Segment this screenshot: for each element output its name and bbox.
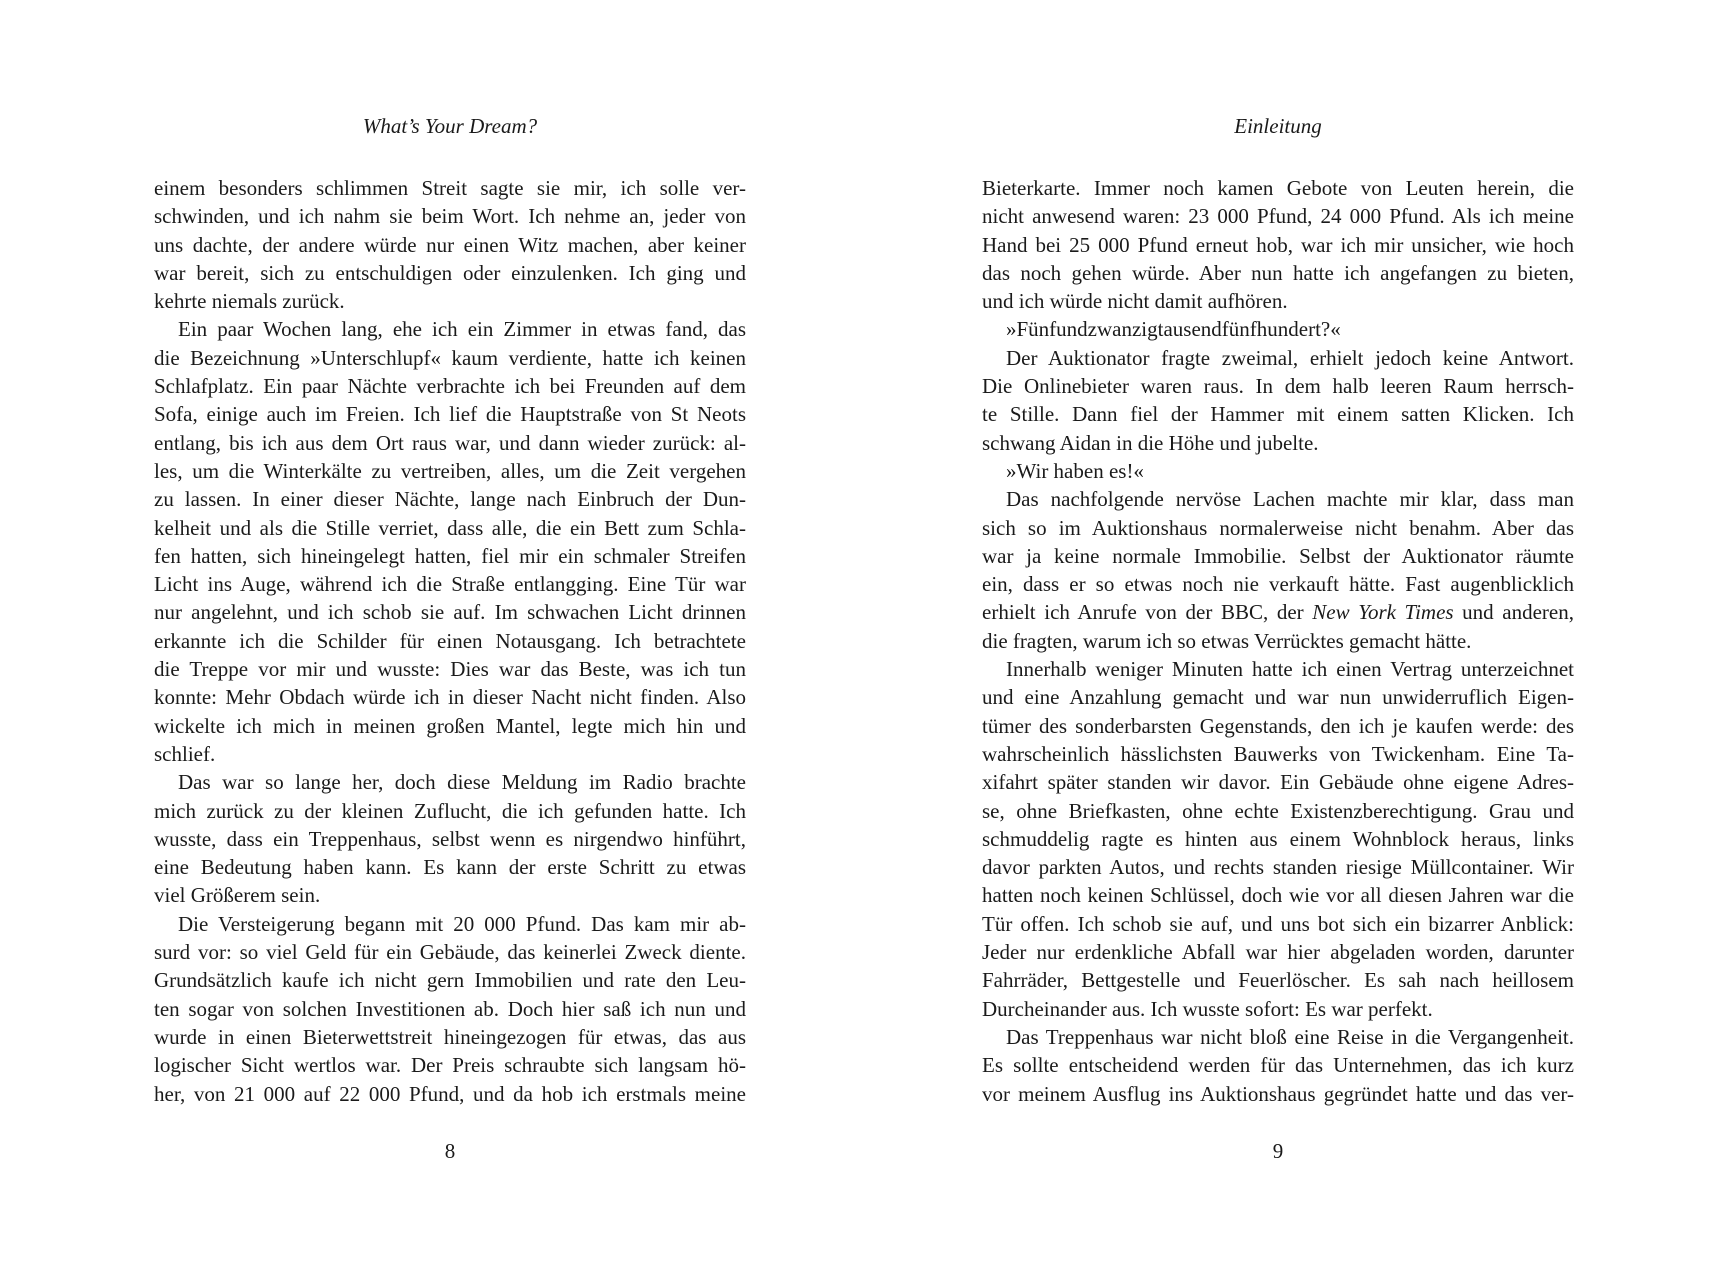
text-line: »Wir haben es!« xyxy=(1006,458,1144,483)
text-line: Tür offen. Ich schob sie auf, und uns bot sich ein bizarrer Anblick: xyxy=(982,911,1574,936)
text-line: zu lassen. In einer dieser Nächte, lange nach Einbruch der Dun- xyxy=(154,487,746,512)
text-line: schwinden, und ich nahm sie beim Wort. Ich nehme an, jeder von xyxy=(154,204,746,229)
italic-title: New York Times xyxy=(1312,600,1454,625)
text-line: einem besonders schlimmen Streit sagte sie mir, ich solle ver- xyxy=(154,176,746,200)
text-line: surd vor: so viel Geld für ein Gebäude, das keinerlei Zweck diente. xyxy=(154,940,746,965)
text-line: ein, dass er so etwas noch nie verkauft hätte. Fast augenblicklich xyxy=(982,572,1574,597)
text-line: und eine Anzahlung gemacht und war nun unwiderruflich Eigen- xyxy=(982,685,1574,710)
text-line: nicht anwesend waren: 23 000 Pfund, 24 000 Pfund. Als ich meine xyxy=(982,204,1574,229)
text-line: se, ohne Briefkasten, ohne echte Existenzberechtigung. Grau und xyxy=(982,798,1574,823)
text-line: die Bezeichnung »Unterschlupf« kaum verdiente, hatte ich keinen xyxy=(154,345,746,370)
text-line: fen hatten, sich hineingelegt hatten, fiel mir ein schmaler Streifen xyxy=(154,543,746,568)
page-number-right: 9 xyxy=(1272,1139,1284,1163)
text-line: wurde in einen Bieterwettstreit hineingezogen für etwas, das aus xyxy=(154,1024,746,1049)
text-line: Die Versteigerung begann mit 20 000 Pfund. Das kam mir ab- xyxy=(178,911,746,936)
text-line: schmuddelig ragte es hinten aus einem Wohnblock heraus, links xyxy=(982,826,1574,851)
text-line: xifahrt später standen wir davor. Ein Gebäude ohne eigene Adres- xyxy=(982,770,1574,795)
text-line: Durcheinander aus. Ich wusste sofort: Es war perfekt. xyxy=(982,996,1433,1021)
text-line: und ich würde nicht damit aufhören. xyxy=(982,289,1288,314)
text-line: war ja keine normale Immobilie. Selbst der Auktionator räumte xyxy=(982,543,1574,568)
text-line: Jeder nur erdenkliche Abfall war hier abgeladen worden, darunter xyxy=(982,940,1574,965)
text-line: vor meinem Ausflug ins Auktionshaus gegründet hatte und das ver- xyxy=(982,1081,1574,1106)
body-text-left xyxy=(154,174,746,1108)
text-line: Hand bei 25 000 Pfund erneut hob, war ich mir unsicher, wie hoch xyxy=(982,232,1574,257)
text-line: die Treppe vor mir und wusste: Dies war das Beste, was ich tun xyxy=(154,657,746,682)
text-line: sich so im Auktionshaus normalerweise nicht benahm. Aber das xyxy=(982,515,1574,540)
text-line: Bieterkarte. Immer noch kamen Gebote von Leuten herein, die xyxy=(982,176,1574,200)
text-line: Fahrräder, Bettgestelle und Feuerlöscher. Es sah nach heillosem xyxy=(982,968,1574,993)
text-line: te Stille. Dann fiel der Hammer mit einem satten Klicken. Ich xyxy=(982,402,1574,427)
text-line: das noch gehen würde. Aber nun hatte ich angefangen zu bieten, xyxy=(982,260,1574,285)
text-line: nur angelehnt, und ich schob sie auf. Im schwachen Licht drinnen xyxy=(154,600,746,625)
running-head-left: What’s Your Dream? xyxy=(362,114,538,138)
text-line: wickelte ich mich in meinen großen Mantel, legte mich hin und xyxy=(154,713,746,738)
right-page xyxy=(982,0,1574,1270)
text-line: davor parkten Autos, und rechts standen riesige Müllcontainer. Wir xyxy=(982,855,1574,880)
text-line: her, von 21 000 auf 22 000 Pfund, und da hob ich erstmals meine xyxy=(154,1081,746,1106)
running-head-right: Einleitung xyxy=(1234,114,1322,138)
text-line: wahrscheinlich hässlichsten Bauwerks von Twickenham. Eine Ta- xyxy=(982,741,1574,766)
body-text-right xyxy=(982,174,1574,1108)
text-line: war bereit, sich zu entschuldigen oder einzulenken. Ich ging und xyxy=(154,260,746,285)
text-line: ten sogar von solchen Investitionen ab. Doch hier saß ich nun und xyxy=(154,996,746,1021)
text-line: konnte: Mehr Obdach würde ich in dieser Nacht nicht finden. Also xyxy=(154,685,746,710)
text-line: tümer des sonderbarsten Gegenstands, den ich je kaufen werde: des xyxy=(982,713,1574,738)
text-line: erhielt ich Anrufe von der BBC, der New York Times und anderen, xyxy=(982,600,1574,625)
text-line: wusste, dass ein Treppenhaus, selbst wenn es nirgendwo hinführt, xyxy=(154,826,746,851)
text-line: Der Auktionator fragte zweimal, erhielt jedoch keine Antwort. xyxy=(1006,345,1574,370)
text-line: Das nachfolgende nervöse Lachen machte mir klar, dass man xyxy=(1006,487,1574,512)
text-line: entlang, bis ich aus dem Ort raus war, und dann wieder zurück: al- xyxy=(154,430,746,455)
text-line: Ein paar Wochen lang, ehe ich ein Zimmer in etwas fand, das xyxy=(178,317,746,342)
text-line: Die Onlinebieter waren raus. In dem halb leeren Raum herrsch- xyxy=(982,374,1574,399)
text-line: Sofa, einige auch im Freien. Ich lief die Hauptstraße von St Neots xyxy=(154,402,746,427)
text-line: kehrte niemals zurück. xyxy=(154,289,345,314)
text-line: Das Treppenhaus war nicht bloß eine Reise in die Vergangenheit. xyxy=(1006,1024,1574,1049)
text-line: Das war so lange her, doch diese Meldung im Radio brachte xyxy=(178,770,746,795)
text-line: eine Bedeutung haben kann. Es kann der erste Schritt zu etwas xyxy=(154,855,746,880)
text-line: logischer Sicht wertlos war. Der Preis schraubte sich langsam hö- xyxy=(154,1053,746,1078)
text-line: schwang Aidan in die Höhe und jubelte. xyxy=(982,430,1319,455)
text-line: »Fünfundzwanzigtausendfünfhundert?« xyxy=(1006,317,1341,342)
text-line: erkannte ich die Schilder für einen Notausgang. Ich betrachtete xyxy=(154,628,746,653)
page-number-left: 8 xyxy=(444,1139,456,1163)
text-line: kelheit und als die Stille verriet, dass alle, die ein Bett zum Schla- xyxy=(154,515,746,540)
text-line: die fragten, warum ich so etwas Verrücktes gemacht hätte. xyxy=(982,628,1472,653)
text-line: hatten noch keinen Schlüssel, doch wie vor all diesen Jahren war die xyxy=(982,883,1574,908)
text-line: Innerhalb weniger Minuten hatte ich einen Vertrag unterzeichnet xyxy=(1006,657,1574,682)
text-line: schlief. xyxy=(154,741,216,766)
left-page xyxy=(154,0,746,1270)
text-line: Es sollte entscheidend werden für das Unternehmen, das ich kurz xyxy=(982,1053,1574,1078)
text-line: Schlafplatz. Ein paar Nächte verbrachte ich bei Freunden auf dem xyxy=(154,374,746,399)
text-line: viel Größerem sein. xyxy=(154,883,321,908)
text-line: mich zurück zu der kleinen Zuflucht, die ich gefunden hatte. Ich xyxy=(154,798,746,823)
text-line: Licht ins Auge, während ich die Straße entlangging. Eine Tür war xyxy=(154,572,746,597)
text-line: uns dachte, der andere würde nur einen Witz machen, aber keiner xyxy=(154,232,746,257)
text-line: les, um die Winterkälte zu vertreiben, alles, um die Zeit vergehen xyxy=(154,458,746,483)
text-line: Grundsätzlich kaufe ich nicht gern Immobilien und rate den Leu- xyxy=(154,968,746,993)
